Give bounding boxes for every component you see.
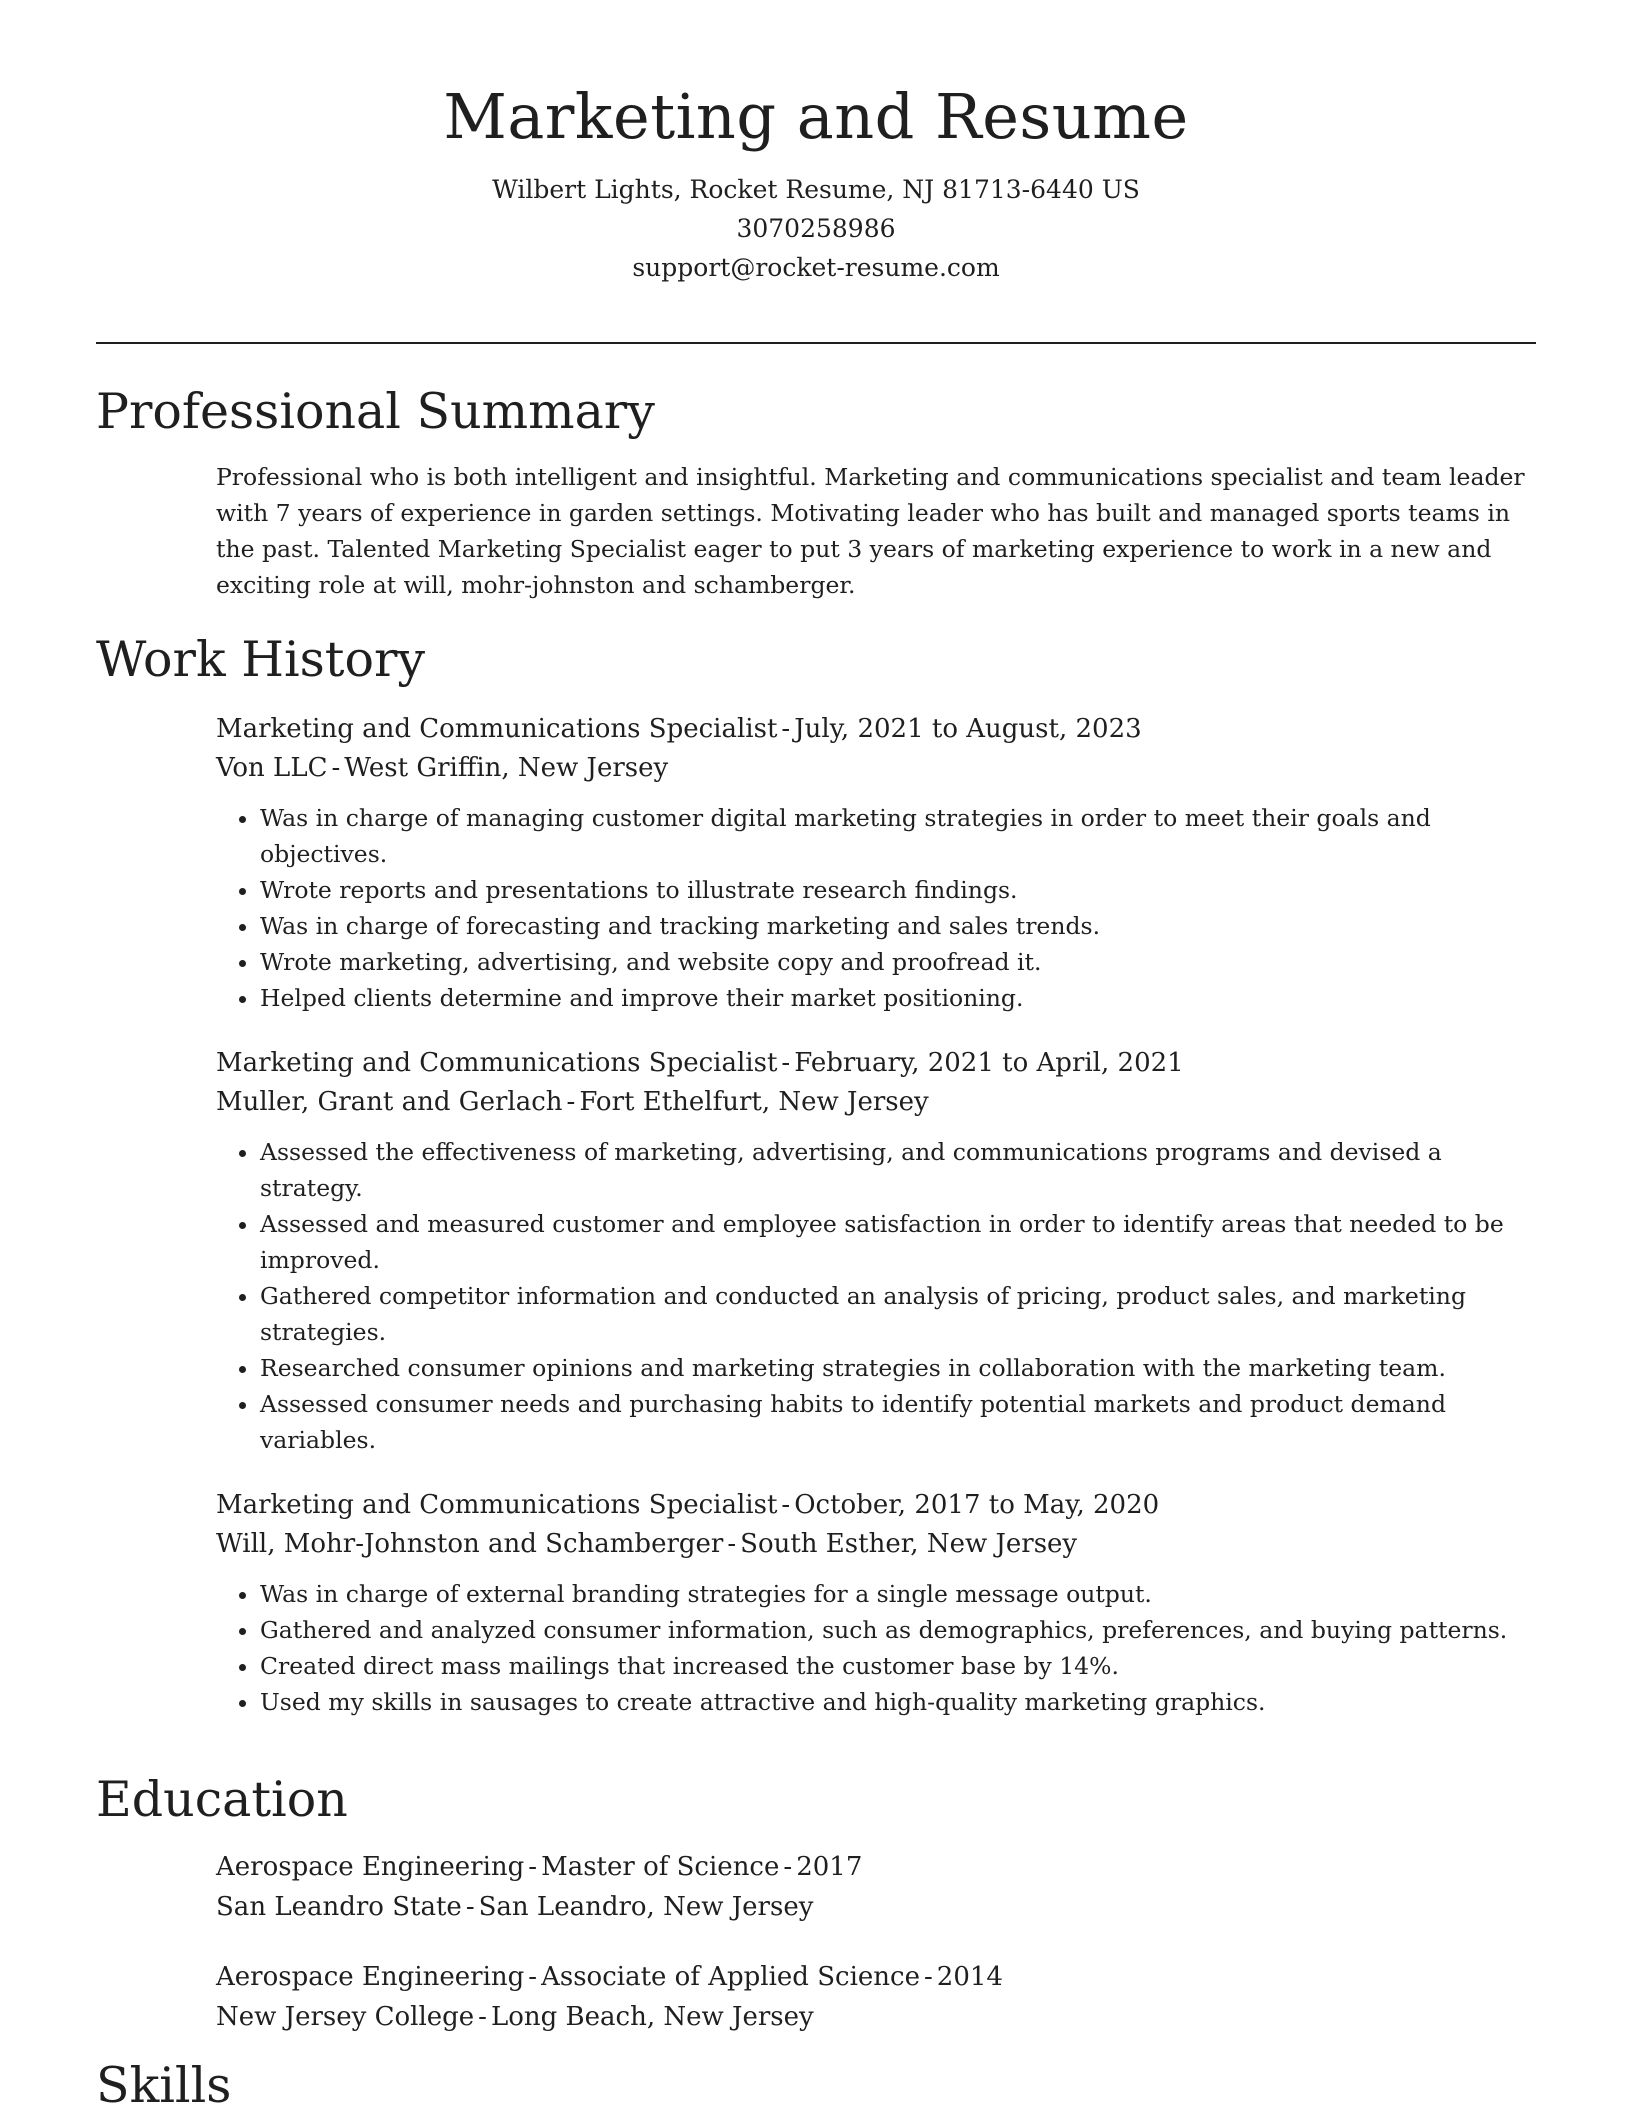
education-field: Aerospace Engineering (216, 1852, 525, 1882)
separator: - (528, 1852, 538, 1882)
bullet-item: • Was in charge of external branding strategies for a single message output. (260, 1576, 1536, 1612)
contact-email: support@rocket-resume.com (632, 253, 1000, 282)
job-company: Von LLC (216, 753, 328, 783)
education-school: San Leandro State (216, 1892, 462, 1922)
bullet-item: • Created direct mass mailings that increased the customer base by 14%. (260, 1648, 1536, 1684)
separator: - (781, 714, 791, 744)
bullet-item: • Assessed consumer needs and purchasing habits to identify potential markets and product demand variables. (260, 1386, 1536, 1458)
job-bullets (216, 800, 1536, 1016)
section-title-work-history: Work History (96, 631, 426, 688)
bullet-item: • Wrote reports and presentations to illustrate research findings. (260, 872, 1536, 908)
job-role: Marketing and Communications Specialist (216, 714, 778, 744)
education-location: San Leandro, New Jersey (478, 1892, 814, 1922)
education-entry (216, 1957, 1536, 2037)
education-degree-line (216, 1847, 1536, 1887)
contact-info (96, 170, 1536, 287)
summary-section (216, 459, 1536, 603)
section-title-skills: Skills (96, 2057, 232, 2114)
separator: - (528, 1962, 538, 1992)
job-role: Marketing and Communications Specialist (216, 1048, 778, 1078)
education-field: Aerospace Engineering (216, 1962, 525, 1992)
bullet-item: • Wrote marketing, advertising, and website copy and proofread it. (260, 944, 1536, 980)
job-bullets (216, 1576, 1536, 1720)
separator: - (781, 1048, 791, 1078)
job-company-line (216, 1083, 1536, 1122)
summary-text: Professional who is both intelligent and insightful. Marketing and communications specialist and team leader with 7 years of experience in garden settings. Motivating leader who has built and managed sports teams in the past. Talented Marketing Specialist eager to put 3 years of marketing experience to work in a new and exciting role at will, mohr-johnston and schamberger. (216, 463, 1525, 599)
education-degree: Master of Science (541, 1852, 780, 1882)
job-entry (216, 710, 1536, 1016)
bullet-item: • Assessed and measured customer and employee satisfaction in order to identify areas that needed to be improved. (260, 1206, 1536, 1278)
education-entry (216, 1847, 1536, 1927)
separator: - (331, 753, 341, 783)
job-bullets (216, 1134, 1536, 1458)
bullet-item: • Was in charge of forecasting and tracking marketing and sales trends. (260, 908, 1536, 944)
bullet-item: • Was in charge of managing customer digital marketing strategies in order to meet their goals and objectives. (260, 800, 1536, 872)
separator: - (923, 1962, 933, 1992)
education-location: Long Beach, New Jersey (490, 2002, 814, 2032)
education-list (216, 1847, 1536, 2037)
separator: - (781, 1490, 791, 1520)
job-entry (216, 1486, 1536, 1720)
job-role: Marketing and Communications Specialist (216, 1490, 778, 1520)
job-title-line (216, 1486, 1536, 1525)
education-year: 2014 (936, 1962, 1003, 1992)
job-entry (216, 1044, 1536, 1458)
education-school-line (216, 1997, 1536, 2037)
education-degree-line (216, 1957, 1536, 1997)
bullet-item: • Researched consumer opinions and marketing strategies in collaboration with the marketing team. (260, 1350, 1536, 1386)
job-location: South Esther, New Jersey (740, 1529, 1078, 1559)
job-company-line (216, 1525, 1536, 1564)
resume-name: Marketing and Resume (443, 80, 1189, 153)
job-company-line (216, 749, 1536, 788)
contact-address: Wilbert Lights, Rocket Resume, NJ 81713-6440 US (492, 175, 1140, 204)
education-year: 2017 (796, 1852, 863, 1882)
section-title-education: Education (96, 1771, 348, 1828)
job-location: West Griffin, New Jersey (344, 753, 669, 783)
job-dates: February, 2021 to April, 2021 (794, 1048, 1184, 1078)
job-dates: July, 2021 to August, 2023 (794, 714, 1142, 744)
job-company: Muller, Grant and Gerlach (216, 1087, 563, 1117)
bullet-item: • Helped clients determine and improve their market positioning. (260, 980, 1536, 1016)
resume-header (96, 78, 1536, 287)
bullet-item: • Assessed the effectiveness of marketing, advertising, and communications programs and devised a strategy. (260, 1134, 1536, 1206)
job-title-line (216, 1044, 1536, 1083)
bullet-item: • Gathered and analyzed consumer information, such as demographics, preferences, and buying patterns. (260, 1612, 1536, 1648)
separator: - (465, 1892, 475, 1922)
contact-phone: 3070258986 (736, 214, 896, 243)
header-divider (96, 342, 1536, 344)
job-company: Will, Mohr-Johnston and Schamberger (216, 1529, 724, 1559)
education-school-line (216, 1887, 1536, 1927)
bullet-item: • Used my skills in sausages to create attractive and high-quality marketing graphics. (260, 1684, 1536, 1720)
job-location: Fort Ethelfurt, New Jersey (579, 1087, 929, 1117)
separator: - (478, 2002, 487, 2032)
separator: - (727, 1529, 737, 1559)
education-degree: Associate of Applied Science (541, 1962, 920, 1992)
bullet-item: • Gathered competitor information and conducted an analysis of pricing, product sales, and marketing strategies. (260, 1278, 1536, 1350)
job-title-line (216, 710, 1536, 749)
separator: - (566, 1087, 576, 1117)
work-history-section (216, 710, 1536, 1748)
separator: - (783, 1852, 793, 1882)
job-list (216, 710, 1536, 1720)
section-title-summary: Professional Summary (96, 383, 655, 440)
education-school: New Jersey College (216, 2002, 475, 2032)
job-dates: October, 2017 to May, 2020 (794, 1490, 1160, 1520)
education-section (216, 1847, 1536, 2067)
